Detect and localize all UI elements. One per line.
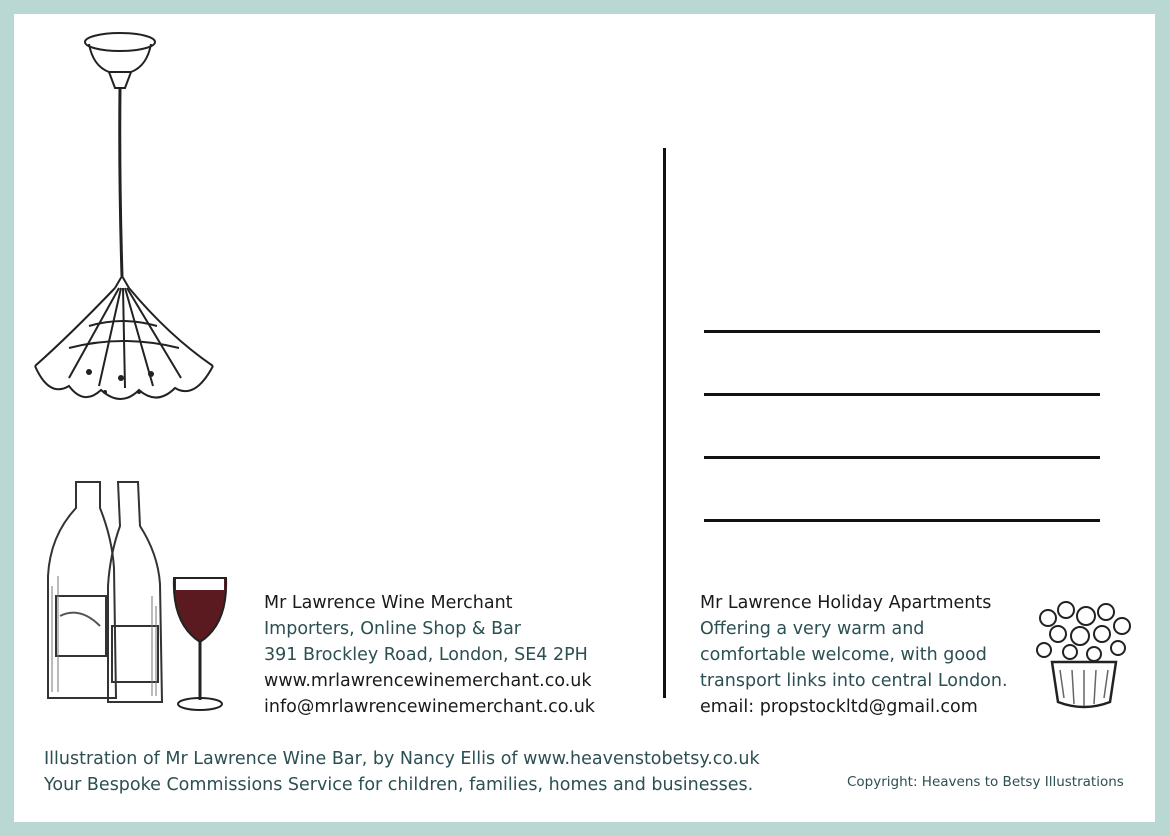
footer-credits [44, 746, 760, 798]
address-line-4 [704, 519, 1100, 522]
pendant-lamp-icon [29, 26, 219, 406]
wine-merchant-tagline: Importers, Online Shop & Bar [264, 619, 522, 639]
apartments-block [700, 590, 1008, 720]
wine-merchant-website[interactable]: www.mrlawrencewinemerchant.co.uk [264, 671, 592, 691]
apartments-desc-3: transport links into central London. [700, 671, 1008, 691]
wine-merchant-email[interactable]: info@mrlawrencewinemerchant.co.uk [264, 697, 595, 717]
wine-bottles-icon [40, 476, 180, 724]
flower-pot-icon [1030, 600, 1138, 724]
apartments-desc-1: Offering a very warm and [700, 619, 925, 639]
footer-service-line: Your Bespoke Commissions Service for children, families, homes and businesses. [44, 775, 754, 795]
wine-glass-icon [170, 574, 230, 716]
address-line-1 [704, 330, 1100, 333]
copyright-notice: Copyright: Heavens to Betsy Illustrations [847, 774, 1124, 790]
footer-credit-line: Illustration of Mr Lawrence Wine Bar, by Nancy Ellis of www.heavenstobetsy.co.uk [44, 749, 760, 769]
apartments-email[interactable]: email: propstockltd@gmail.com [700, 697, 978, 717]
wine-merchant-name: Mr Lawrence Wine Merchant [264, 593, 513, 613]
postcard-divider [663, 148, 666, 698]
postcard [14, 14, 1155, 822]
apartments-name: Mr Lawrence Holiday Apartments [700, 593, 992, 613]
wine-merchant-address: 391 Brockley Road, London, SE4 2PH [264, 645, 588, 665]
address-line-2 [704, 393, 1100, 396]
apartments-desc-2: comfortable welcome, with good [700, 645, 987, 665]
address-line-3 [704, 456, 1100, 459]
wine-merchant-block [264, 590, 595, 720]
